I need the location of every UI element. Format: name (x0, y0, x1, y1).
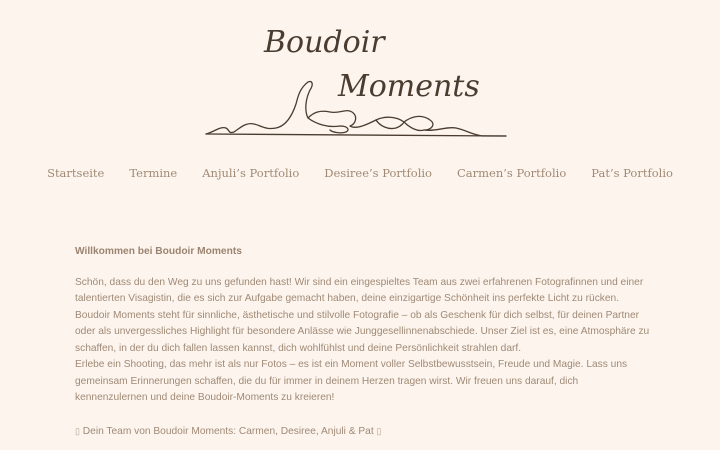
signoff-glyph-end: ▯ (376, 425, 382, 436)
nav-link-carmen-portfolio[interactable]: Carmen’s Portfolio (456, 166, 567, 180)
team-signoff (75, 423, 650, 441)
main-navigation (0, 166, 720, 180)
signoff-glyph-start: ▯ (75, 425, 80, 436)
closing-paragraph: Erlebe ein Shooting, das mehr ist als nur Fotos – es ist ein Moment voller Selbstbewusstsein, Freude und Magie. Lass uns gemeinsam Erinnerungen schaffen, die du für immer in deinem Herzen tragen wirst. Wir freuen uns darauf, dich kennenzulernen und deine Boudoir-Moments zu kreieren! (75, 359, 628, 403)
welcome-heading: Willkommen bei Boudoir Moments (75, 246, 242, 257)
description-paragraph: Boudoir Moments steht für sinnliche, ästhetische und stilvolle Fotografie – ob als Geschenk für dich selbst, für deinen Partner oder als unvergessliches Highlight für besondere Anlässe wie Junggesellinnenabschiede. Unser Ziel ist es, eine Atmosphäre zu schaffen, in der du dich fallen lassen kannst, dich wohlfühlst und deine Persönlichkeit strahlen darf. (75, 309, 650, 354)
logo-text-boudoir: Boudoir (264, 25, 385, 60)
site-logo[interactable] (200, 12, 512, 144)
nav-link-desiree-portfolio[interactable]: Desiree’s Portfolio (324, 166, 432, 180)
intro-paragraph: Schön, dass du den Weg zu uns gefunden hast! Wir sind ein eingespieltes Team aus zwei erfahrenen Fotografinnen und einer talentierten Visagistin, die es sich zur Aufgabe gemacht haben, deine einzigartige Schönheit ins perfekte Licht zu rücken. (75, 276, 644, 304)
logo-text-moments: Moments (338, 69, 480, 104)
nav-link-startseite[interactable]: Startseite (47, 166, 105, 180)
nav-link-anjuli-portfolio[interactable]: Anjuli’s Portfolio (202, 166, 300, 180)
nav-link-pat-portfolio[interactable]: Pat’s Portfolio (591, 166, 673, 180)
nav-link-termine[interactable]: Termine (129, 166, 178, 180)
welcome-section (75, 244, 650, 440)
signoff-text: Dein Team von Boudoir Moments: Carmen, Desiree, Anjuli & Pat (82, 425, 374, 437)
